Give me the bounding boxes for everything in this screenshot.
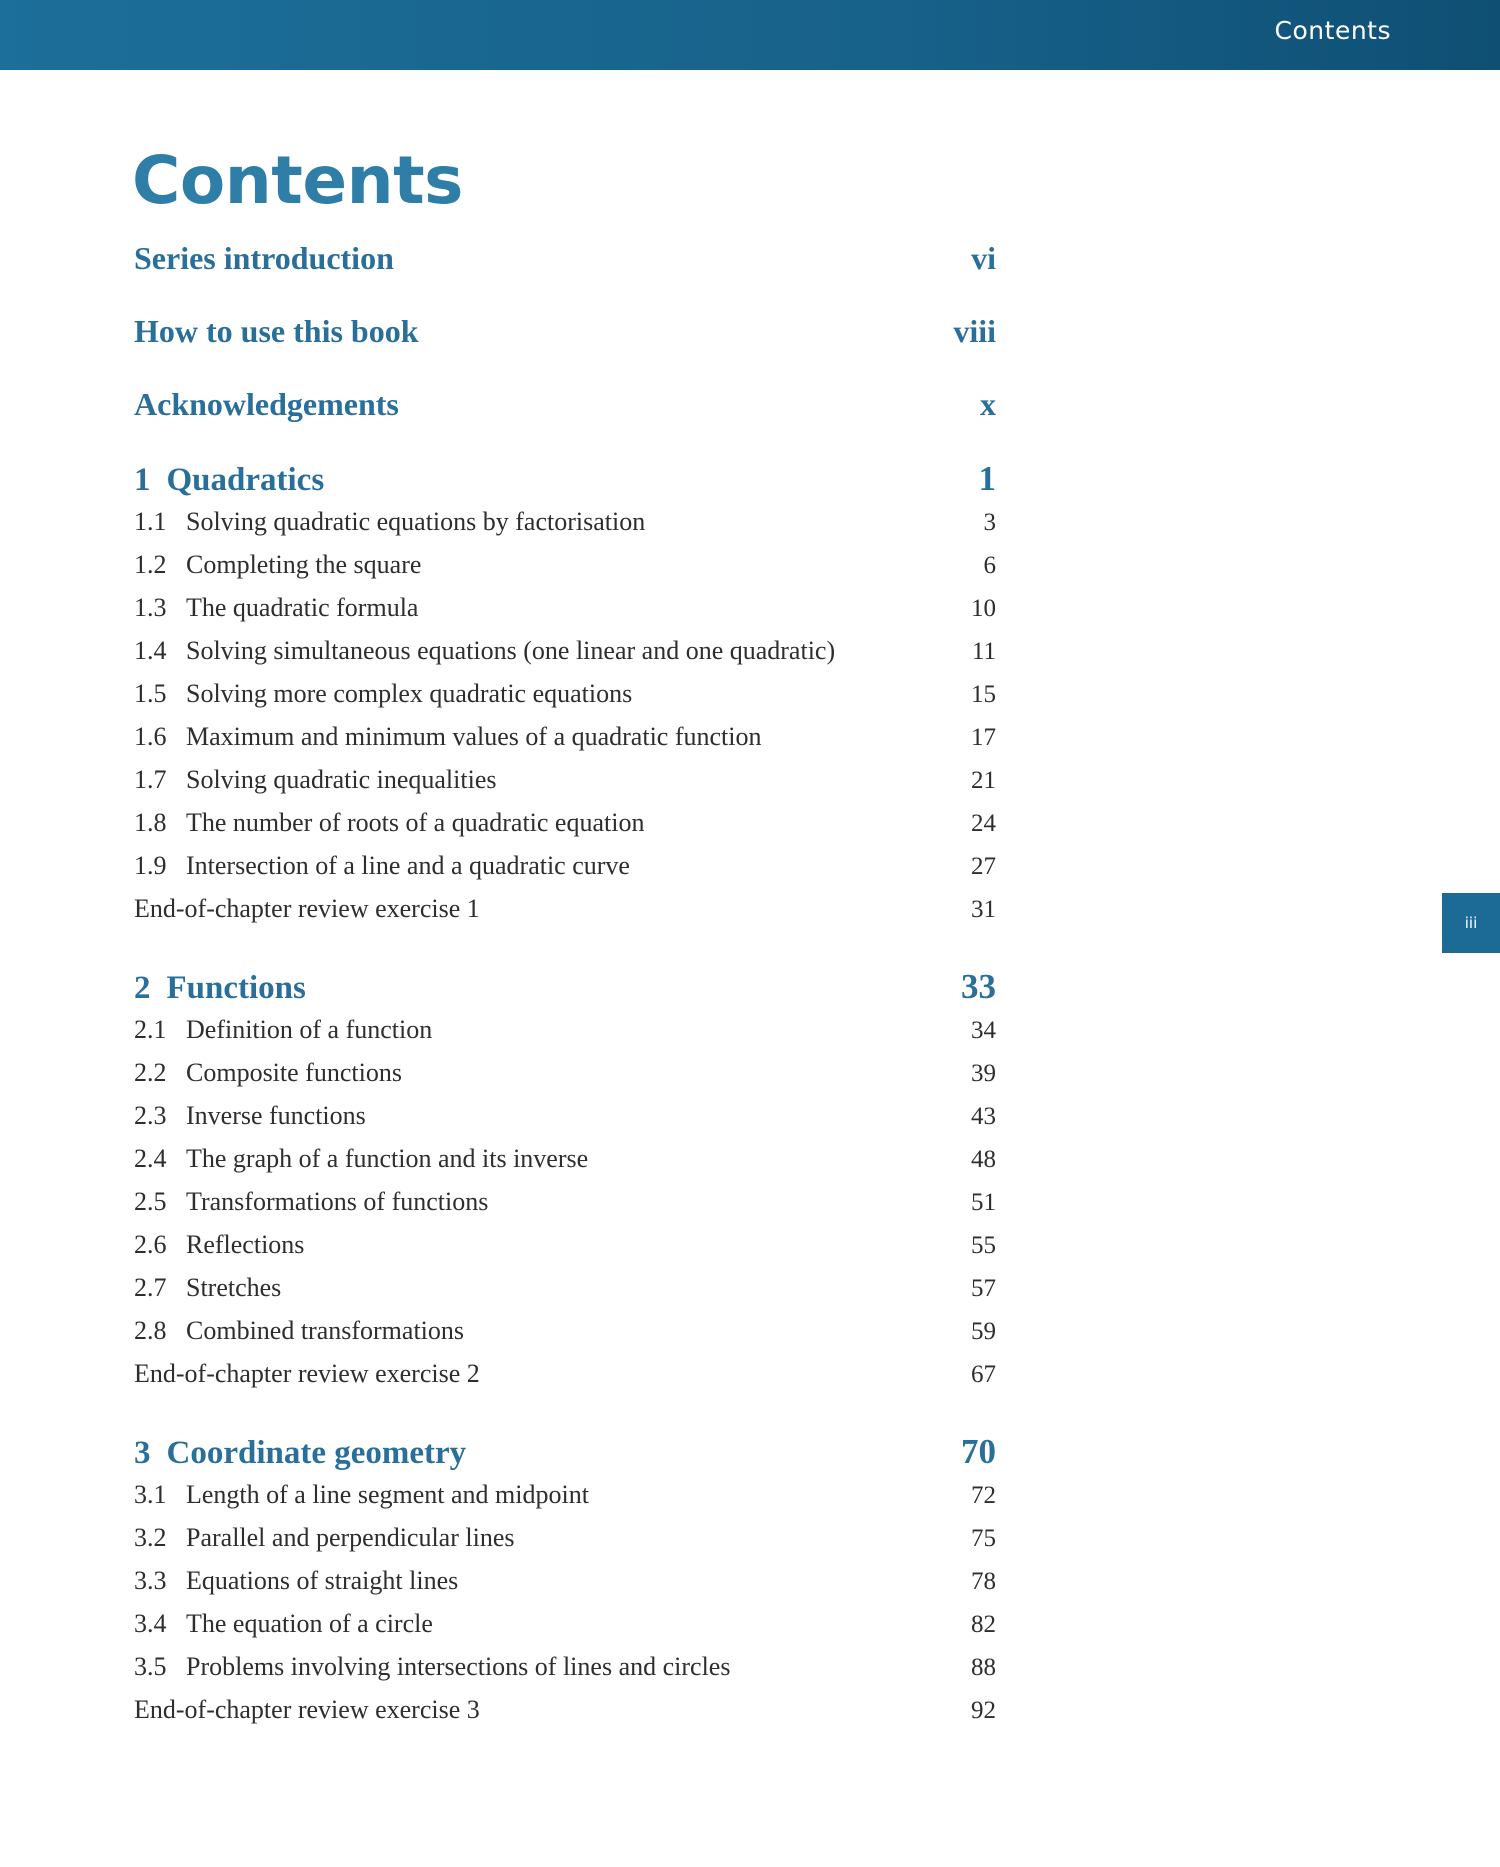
- toc-section-1-6[interactable]: [134, 722, 996, 765]
- section-title: The quadratic formula: [186, 593, 419, 622]
- section-title: Equations of straight lines: [186, 1566, 459, 1595]
- section-page: 59: [971, 1318, 996, 1345]
- toc-section-2-2[interactable]: [134, 1058, 996, 1101]
- toc-section-1-9[interactable]: [134, 851, 996, 894]
- toc-section-1-5[interactable]: [134, 679, 996, 722]
- toc-review-exercise-1[interactable]: [134, 894, 996, 937]
- section-page: 39: [971, 1060, 996, 1087]
- section-page: 51: [971, 1189, 996, 1216]
- toc-entry-page: vi: [971, 240, 996, 276]
- section-number: 2.6: [134, 1230, 167, 1259]
- toc-entry-title: How to use this book: [134, 313, 419, 349]
- toc-section-1-3[interactable]: [134, 593, 996, 636]
- section-number: 3.4: [134, 1609, 167, 1638]
- chapter-page: 70: [961, 1432, 996, 1471]
- section-number: 3.5: [134, 1652, 167, 1681]
- toc-section-3-3[interactable]: [134, 1566, 996, 1609]
- table-of-contents: [134, 240, 996, 1738]
- section-title: The number of roots of a quadratic equation: [186, 808, 645, 837]
- section-number: 2.7: [134, 1273, 167, 1302]
- toc-entry-series-introduction[interactable]: [134, 240, 996, 313]
- chapter-2-block: [134, 967, 996, 1402]
- section-number: 3.1: [134, 1480, 167, 1509]
- running-header-bar: [0, 0, 1500, 70]
- review-page: 31: [971, 896, 996, 923]
- chapter-number: 2: [134, 970, 151, 1006]
- section-number: 1.1: [134, 507, 167, 536]
- section-number: 1.5: [134, 679, 167, 708]
- toc-review-exercise-2[interactable]: [134, 1359, 996, 1402]
- toc-section-2-7[interactable]: [134, 1273, 996, 1316]
- toc-entry-page: x: [980, 386, 996, 422]
- toc-section-1-1[interactable]: [134, 507, 996, 550]
- chapter-heading-1[interactable]: [134, 459, 996, 507]
- section-page: 48: [971, 1146, 996, 1173]
- section-number: 2.8: [134, 1316, 167, 1345]
- chapter-page: 33: [961, 967, 996, 1006]
- chapter-title: [134, 970, 306, 1007]
- section-number: 3.2: [134, 1523, 167, 1552]
- section-number: 2.2: [134, 1058, 167, 1087]
- toc-section-1-8[interactable]: [134, 808, 996, 851]
- section-title: Maximum and minimum values of a quadratic function: [186, 722, 762, 751]
- running-header-title: Contents: [1274, 16, 1391, 45]
- section-page: 55: [971, 1232, 996, 1259]
- section-title: Transformations of functions: [186, 1187, 489, 1216]
- section-title: Solving simultaneous equations (one linear and one quadratic): [186, 636, 836, 665]
- chapter-number: 1: [134, 462, 151, 498]
- chapter-heading-3[interactable]: [134, 1432, 996, 1480]
- section-title: Definition of a function: [186, 1015, 433, 1044]
- section-title: The graph of a function and its inverse: [186, 1144, 589, 1173]
- toc-review-exercise-3[interactable]: [134, 1695, 996, 1738]
- section-page: 3: [983, 509, 996, 536]
- chapter-3-block: [134, 1432, 996, 1738]
- section-title: Length of a line segment and midpoint: [186, 1480, 589, 1509]
- section-title: Problems involving intersections of lines and circles: [186, 1652, 731, 1681]
- toc-entry-page: viii: [953, 313, 996, 349]
- toc-section-2-8[interactable]: [134, 1316, 996, 1359]
- section-title: Inverse functions: [186, 1101, 366, 1130]
- section-page: 6: [983, 552, 996, 579]
- review-page: 92: [971, 1697, 996, 1724]
- section-title: Reflections: [186, 1230, 305, 1259]
- toc-section-1-4[interactable]: [134, 636, 996, 679]
- section-title: Solving more complex quadratic equations: [186, 679, 633, 708]
- toc-entry-acknowledgements[interactable]: [134, 386, 996, 459]
- section-page: 17: [971, 724, 996, 751]
- toc-section-3-2[interactable]: [134, 1523, 996, 1566]
- section-page: 82: [971, 1611, 996, 1638]
- section-number: 2.4: [134, 1144, 167, 1173]
- chapter-name: Quadratics: [166, 462, 325, 498]
- section-number: 1.7: [134, 765, 167, 794]
- section-number: 1.9: [134, 851, 167, 880]
- section-title: Composite functions: [186, 1058, 402, 1087]
- section-number: 1.6: [134, 722, 167, 751]
- section-page: 21: [971, 767, 996, 794]
- section-title: Combined transformations: [186, 1316, 465, 1345]
- section-page: 15: [971, 681, 996, 708]
- section-page: 24: [971, 810, 996, 837]
- section-page: 57: [971, 1275, 996, 1302]
- review-page: 67: [971, 1361, 996, 1388]
- section-title: Completing the square: [186, 550, 422, 579]
- toc-section-2-3[interactable]: [134, 1101, 996, 1144]
- section-number: 2.3: [134, 1101, 167, 1130]
- toc-section-1-2[interactable]: [134, 550, 996, 593]
- review-title: End-of-chapter review exercise 1: [134, 894, 480, 923]
- section-number: 3.3: [134, 1566, 167, 1595]
- section-page: 72: [971, 1482, 996, 1509]
- section-number: 1.2: [134, 550, 167, 579]
- section-number: 2.1: [134, 1015, 167, 1044]
- toc-entry-how-to-use[interactable]: [134, 313, 996, 386]
- toc-section-1-7[interactable]: [134, 765, 996, 808]
- toc-section-3-1[interactable]: [134, 1480, 996, 1523]
- chapter-title: [134, 1435, 466, 1472]
- section-page: 34: [971, 1017, 996, 1044]
- review-title: End-of-chapter review exercise 2: [134, 1359, 480, 1388]
- toc-section-3-5[interactable]: [134, 1652, 996, 1695]
- section-page: 11: [971, 638, 996, 665]
- section-page: 10: [971, 595, 996, 622]
- section-title: Parallel and perpendicular lines: [186, 1523, 515, 1552]
- page-number-tab: iii: [1442, 893, 1500, 953]
- toc-section-2-6[interactable]: [134, 1230, 996, 1273]
- section-title: Intersection of a line and a quadratic curve: [186, 851, 630, 880]
- chapter-name: Coordinate geometry: [166, 1435, 467, 1471]
- chapter-page: 1: [978, 459, 996, 498]
- section-title: Solving quadratic inequalities: [186, 765, 497, 794]
- section-number: 1.4: [134, 636, 167, 665]
- section-page: 43: [971, 1103, 996, 1130]
- toc-entry-title: Acknowledgements: [134, 386, 399, 422]
- section-page: 88: [971, 1654, 996, 1681]
- chapter-number: 3: [134, 1435, 151, 1471]
- section-number: 1.3: [134, 593, 167, 622]
- section-page: 27: [971, 853, 996, 880]
- section-title: Solving quadratic equations by factorisation: [186, 507, 646, 536]
- section-title: The equation of a circle: [186, 1609, 433, 1638]
- section-number: 2.5: [134, 1187, 167, 1216]
- chapter-1-block: [134, 459, 996, 937]
- chapter-name: Functions: [166, 970, 306, 1006]
- section-number: 1.8: [134, 808, 167, 837]
- review-title: End-of-chapter review exercise 3: [134, 1695, 480, 1724]
- toc-entry-title: Series introduction: [134, 240, 394, 276]
- toc-section-2-1[interactable]: [134, 1015, 996, 1058]
- chapter-heading-2[interactable]: [134, 967, 996, 1015]
- toc-section-2-4[interactable]: [134, 1144, 996, 1187]
- page-title: Contents: [132, 142, 463, 219]
- chapter-spacer: [134, 937, 996, 967]
- section-page: 75: [971, 1525, 996, 1552]
- toc-section-2-5[interactable]: [134, 1187, 996, 1230]
- chapter-title: [134, 462, 324, 499]
- section-page: 78: [971, 1568, 996, 1595]
- section-title: Stretches: [186, 1273, 282, 1302]
- toc-section-3-4[interactable]: [134, 1609, 996, 1652]
- chapter-spacer: [134, 1402, 996, 1432]
